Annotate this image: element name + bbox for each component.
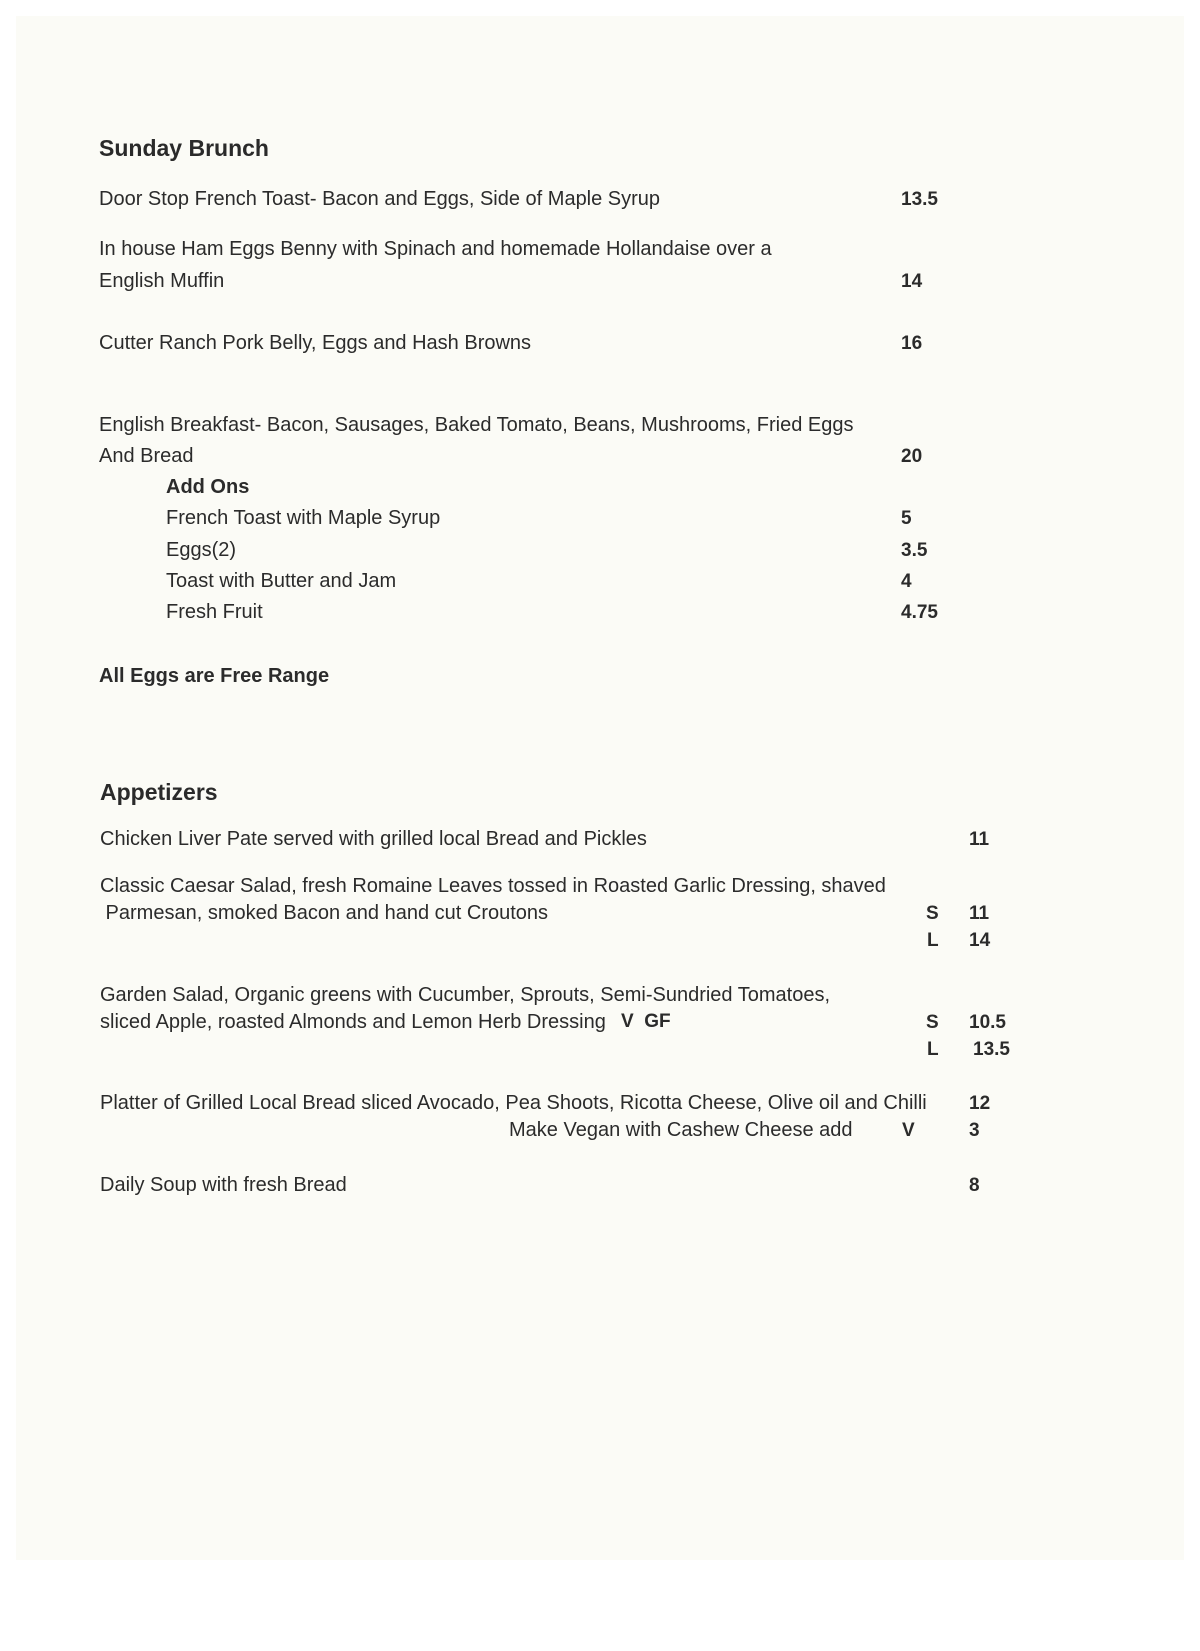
addon-fresh-fruit: Fresh Fruit bbox=[166, 601, 263, 623]
addon-french-toast: French Toast with Maple Syrup bbox=[166, 507, 441, 529]
brunch-price-english-breakfast: 20 bbox=[901, 446, 923, 467]
appetizer-garden-salad-line2: sliced Apple, roasted Almonds and Lemon Herb Dressing bbox=[100, 1011, 606, 1033]
addon-eggs: Eggs(2) bbox=[166, 539, 237, 561]
appetizer-price-platter: 12 bbox=[969, 1093, 991, 1114]
garden-size-small: S bbox=[926, 1012, 939, 1033]
addon-price-toast: 4 bbox=[901, 571, 912, 592]
brunch-item-french-toast: Door Stop French Toast- Bacon and Eggs, Side of Maple Syrup bbox=[99, 188, 661, 210]
caesar-price-large: 14 bbox=[969, 930, 991, 951]
appetizer-pate: Chicken Liver Pate served with grilled local Bread and Pickles bbox=[100, 828, 647, 850]
appetizers-heading: Appetizers bbox=[100, 779, 218, 805]
brunch-item-pork-belly: Cutter Ranch Pork Belly, Eggs and Hash Browns bbox=[99, 332, 532, 354]
caesar-size-large: L bbox=[927, 930, 939, 951]
garden-price-small: 10.5 bbox=[969, 1012, 1006, 1033]
brunch-item-english-breakfast-line2: And Bread bbox=[99, 445, 194, 467]
brunch-heading: Sunday Brunch bbox=[99, 135, 269, 161]
free-range-note: All Eggs are Free Range bbox=[99, 665, 330, 687]
caesar-size-small: S bbox=[926, 903, 939, 924]
addons-heading: Add Ons bbox=[166, 476, 250, 498]
brunch-item-eggs-benny: In house Ham Eggs Benny with Spinach and homemade Hollandaise over a bbox=[99, 238, 772, 260]
appetizer-soup: Daily Soup with fresh Bread bbox=[100, 1174, 347, 1196]
addon-price-fresh-fruit: 4.75 bbox=[901, 602, 938, 623]
platter-vegan-tag: V bbox=[902, 1120, 915, 1141]
addon-toast: Toast with Butter and Jam bbox=[166, 570, 397, 592]
brunch-price-french-toast: 13.5 bbox=[901, 189, 938, 210]
garden-price-large: 13.5 bbox=[973, 1039, 1010, 1060]
caesar-price-small: 11 bbox=[969, 903, 990, 924]
appetizer-price-soup: 8 bbox=[969, 1175, 980, 1196]
addon-price-eggs: 3.5 bbox=[901, 540, 928, 561]
brunch-price-pork-belly: 16 bbox=[901, 333, 923, 354]
appetizer-platter: Platter of Grilled Local Bread sliced Avocado, Pea Shoots, Ricotta Cheese, Olive oil and Chilli bbox=[100, 1092, 927, 1114]
appetizer-caesar: Classic Caesar Salad, fresh Romaine Leaves tossed in Roasted Garlic Dressing, shaved bbox=[100, 875, 886, 897]
appetizer-price-pate: 11 bbox=[969, 829, 990, 850]
garden-size-large: L bbox=[927, 1039, 939, 1060]
platter-vegan-price: 3 bbox=[969, 1120, 980, 1141]
addon-price-french-toast: 5 bbox=[901, 508, 912, 529]
garden-salad-diet-tags: V GF bbox=[621, 1011, 671, 1032]
brunch-item-eggs-benny-line2: English Muffin bbox=[99, 270, 225, 292]
brunch-price-eggs-benny: 14 bbox=[901, 271, 923, 292]
platter-vegan-option: Make Vegan with Cashew Cheese add bbox=[509, 1119, 853, 1141]
appetizer-garden-salad: Garden Salad, Organic greens with Cucumber, Sprouts, Semi-Sundried Tomatoes, bbox=[100, 984, 830, 1006]
brunch-item-english-breakfast: English Breakfast- Bacon, Sausages, Baked Tomato, Beans, Mushrooms, Fried Eggs bbox=[99, 414, 854, 436]
appetizer-caesar-line2: Parmesan, smoked Bacon and hand cut Croutons bbox=[100, 902, 549, 924]
